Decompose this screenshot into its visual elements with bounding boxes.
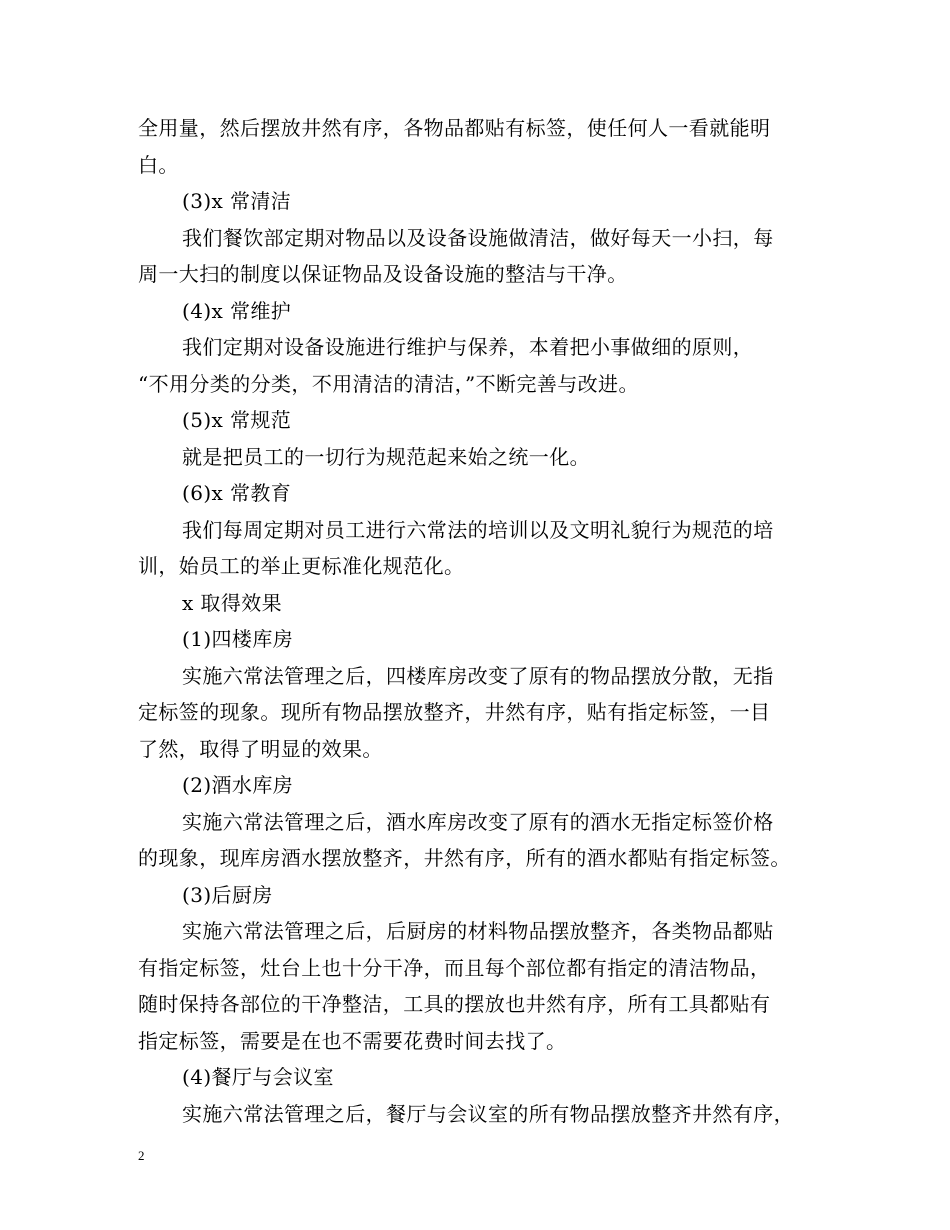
text-line: 实施六常法管理之后，后厨房的材料物品摆放整齐，各类物品都贴	[182, 919, 774, 943]
text-line: (1)四楼库房	[182, 627, 294, 651]
text-line: 我们餐饮部定期对物品以及设备设施做清洁，做好每天一小扫，每	[182, 225, 774, 250]
text-line: 我们定期对设备设施进行维护与保养，本着把小事做细的原则，	[182, 335, 754, 359]
text-line: x 取得效果	[182, 590, 283, 615]
text-line: “不用分类的分类，不用清洁的清洁，”不断完善与改进。	[138, 371, 639, 396]
text-line: 全用量，然后摆放井然有序，各物品都贴有标签，使任何人一看就能明	[138, 116, 771, 140]
text-line: (5)x 常规范	[182, 408, 292, 432]
text-line: 了然，取得了明显的效果。	[138, 736, 383, 761]
text-line: (2)酒水库房	[182, 773, 294, 797]
text-line: 训，始员工的举止更标准化规范化。	[138, 554, 465, 578]
text-line: 实施六常法管理之后，酒水库房改变了原有的酒水无指定标签价格	[182, 809, 774, 834]
text-line: 指定标签，需要是在也不需要花费时间去找了。	[138, 1028, 567, 1053]
text-line: (4)x 常维护	[182, 298, 292, 323]
text-line: 随时保持各部位的干净整洁，工具的摆放也井然有序，所有工具都贴有	[138, 992, 771, 1016]
text-line: 实施六常法管理之后，四楼库房改变了原有的物品摆放分散，无指	[182, 663, 774, 688]
text-line: 实施六常法管理之后，餐厅与会议室的所有物品摆放整齐井然有序，	[182, 1101, 794, 1126]
page-number: 2	[138, 1148, 145, 1163]
text-line: 的现象，现库房酒水摆放整齐，井然有序，所有的酒水都贴有指定标签。	[138, 846, 791, 870]
text-line: 我们每周定期对员工进行六常法的培训以及文明礼貌行为规范的培	[182, 517, 774, 542]
text-line: 白。	[138, 152, 179, 177]
text-line: 定标签的现象。现所有物品摆放整齐，井然有序，贴有指定标签，一目	[138, 700, 771, 724]
text-line: (4)餐厅与会议室	[182, 1065, 334, 1089]
text-line: (6)x 常教育	[182, 481, 292, 505]
text-line: 就是把员工的一切行为规范起来始之统一化。	[182, 444, 590, 469]
document-page	[138, 110, 828, 1132]
text-line: (3)后厨房	[182, 882, 273, 907]
text-line: (3)x 常清洁	[182, 189, 292, 213]
text-line: 有指定标签，灶台上也十分干净，而且每个部位都有指定的清洁物品，	[138, 955, 771, 980]
text-line: 周一大扫的制度以保证物品及设备设施的整洁与干净。	[138, 262, 628, 286]
